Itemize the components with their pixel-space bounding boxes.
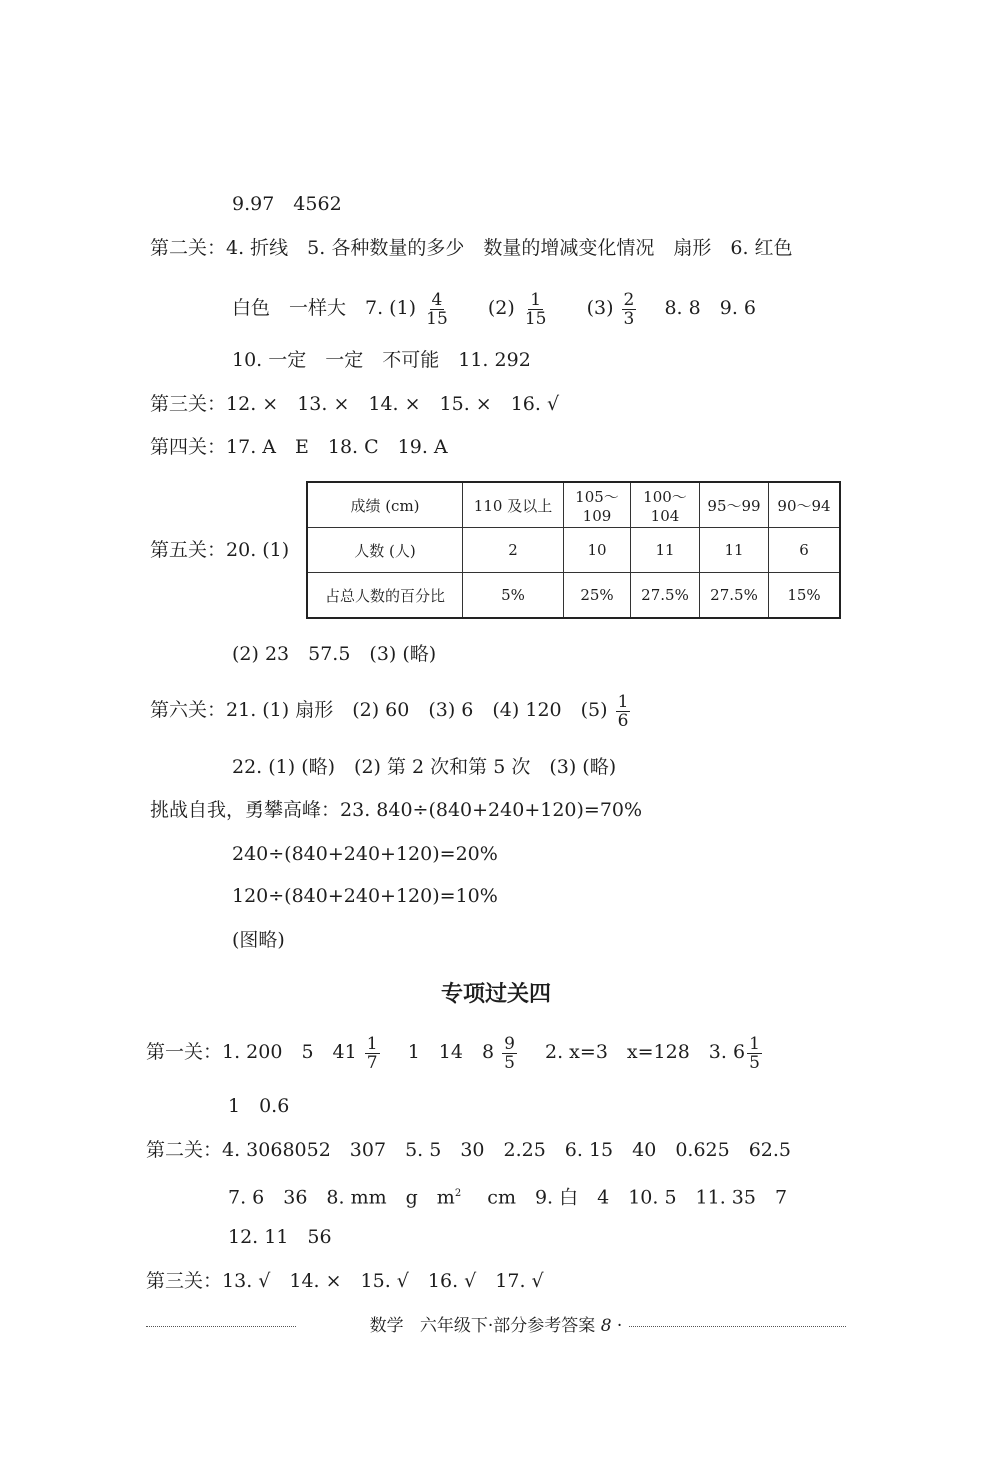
- superscript: 2: [454, 1188, 462, 1199]
- table-row: [307, 482, 840, 528]
- answer-line: [232, 884, 498, 908]
- answer-line: [150, 392, 559, 416]
- denominator: 5: [504, 1052, 515, 1073]
- table-cell: 90～94: [769, 482, 841, 528]
- answer-line: [228, 1094, 289, 1118]
- answer-text: (2) 23 57.5 (3) (略): [232, 643, 437, 665]
- table-cell: 110 及以上: [463, 482, 564, 528]
- level-label: 第二关：: [150, 237, 227, 259]
- table-cell: 15%: [769, 573, 841, 619]
- numerator: 4: [431, 289, 443, 310]
- level-label: 挑战自我，勇攀高峰：: [150, 799, 341, 821]
- answer-line: [150, 692, 632, 730]
- table-cell: 成绩 (cm): [307, 482, 463, 528]
- level-label: 第一关：: [146, 1041, 223, 1063]
- page-number: 8: [600, 1316, 612, 1336]
- fraction: [365, 1035, 380, 1072]
- numerator: 1: [749, 1033, 760, 1054]
- footer-subject: 数学: [369, 1316, 404, 1336]
- fraction: [622, 291, 637, 328]
- answer-text: 1 14 8: [407, 1041, 495, 1063]
- table-cell: 11: [700, 528, 769, 573]
- fraction: [747, 1035, 762, 1072]
- answer-text: 白色 一样大 7. (1): [232, 297, 417, 319]
- answer-line: [146, 1032, 764, 1072]
- footer-dot: ·: [616, 1316, 623, 1336]
- answer-line: [228, 1182, 787, 1209]
- level-label: 第三关：: [146, 1270, 223, 1292]
- table-cell: 27.5%: [631, 573, 700, 619]
- fraction: [616, 693, 631, 730]
- answer-line: [146, 1269, 544, 1293]
- answer-text: (图略): [232, 929, 285, 951]
- answer-line: [232, 755, 616, 779]
- table-cell: 11: [631, 528, 700, 573]
- answer-text: 240÷(840+240+120)=20%: [232, 843, 498, 865]
- page-footer: [146, 1314, 846, 1338]
- answer-line: [232, 348, 531, 372]
- table-cell: 5%: [463, 573, 564, 619]
- numerator: 1: [530, 289, 542, 310]
- answer-text: 7. 6 36 8. mm g m: [228, 1186, 455, 1209]
- denominator: 15: [426, 308, 448, 329]
- answer-text: 4. 折线 5. 各种数量的多少 数量的增减变化情况 扇形 6. 红色: [226, 237, 793, 259]
- denominator: 5: [749, 1052, 760, 1073]
- score-table: [306, 481, 841, 619]
- table-cell: 100～104: [631, 482, 700, 528]
- denominator: 3: [623, 308, 635, 329]
- numerator: 2: [623, 289, 635, 310]
- level-label: 第六关：: [150, 699, 227, 721]
- level-label: 第二关：: [146, 1139, 223, 1161]
- denominator: 7: [366, 1052, 378, 1073]
- table-cell: 25%: [564, 573, 631, 619]
- table-cell: 27.5%: [700, 573, 769, 619]
- numerator: 9: [504, 1033, 515, 1054]
- footer-grade: 六年级下·部分参考答案: [419, 1316, 596, 1336]
- answer-line: [150, 236, 793, 260]
- table-row: [307, 528, 840, 573]
- answer-line: [232, 290, 756, 328]
- denominator: 15: [524, 308, 547, 329]
- answer-text: 1 0.6: [228, 1095, 290, 1117]
- answer-text: (3): [586, 297, 614, 319]
- fraction: [424, 291, 450, 328]
- table-row: [307, 573, 840, 619]
- fraction: [502, 1035, 517, 1072]
- answer-text: 1. 200 5 41: [222, 1041, 357, 1063]
- answer-text: 21. (1) 扇形 (2) 60 (3) 6 (4) 120 (5): [226, 699, 608, 721]
- answer-line: [228, 1225, 332, 1249]
- answer-text: 4. 3068052 307 5. 5 30 2.25 6. 15 40 0.625 62.5: [222, 1139, 792, 1161]
- answer-text: 17. A E 18. C 19. A: [226, 436, 448, 458]
- answer-text: 22. (1) (略) (2) 第 2 次和第 5 次 (3) (略): [232, 756, 617, 778]
- table-cell: 95～99: [700, 482, 769, 528]
- answer-line: [150, 435, 448, 459]
- table-cell: 10: [564, 528, 631, 573]
- answer-line: [150, 538, 289, 562]
- answer-line: [232, 642, 436, 666]
- answer-text: 23. 840÷(840+240+120)=70%: [340, 799, 643, 821]
- answer-text: 10. 一定 一定 不可能 11. 292: [232, 349, 531, 371]
- answer-text: 120÷(840+240+120)=10%: [232, 885, 498, 907]
- answer-text: (2): [487, 297, 515, 319]
- table-cell: 6: [769, 528, 841, 573]
- answer-text: 8. 8 9. 6: [664, 297, 756, 319]
- answer-text: 12. × 13. × 14. × 15. × 16. √: [226, 393, 560, 415]
- answer-line: [232, 842, 498, 866]
- table-cell: 105～109: [564, 482, 631, 528]
- level-label: 第三关：: [150, 393, 227, 415]
- level-label: 第五关：: [150, 539, 227, 561]
- fraction: [523, 291, 549, 328]
- denominator: 6: [617, 710, 629, 731]
- level-label: 第四关：: [150, 436, 227, 458]
- answer-line: [146, 1138, 791, 1162]
- numerator: 1: [366, 1033, 378, 1054]
- footer-text: [146, 1314, 846, 1338]
- table-cell: 人数 (人): [307, 528, 463, 573]
- answer-text: 9.97 4562: [232, 193, 342, 215]
- answer-line: [150, 798, 642, 822]
- numerator: 1: [617, 691, 629, 712]
- section-title: 专项过关四: [440, 982, 551, 1007]
- answer-line: [232, 928, 285, 952]
- answer-text: 12. 11 56: [228, 1226, 332, 1248]
- table-cell: 占总人数的百分比: [307, 573, 463, 619]
- answer-line: [232, 192, 342, 216]
- answer-text: 2. x=3 x=128 3. 6: [545, 1041, 746, 1063]
- table-cell: 2: [463, 528, 564, 573]
- answer-text: 20. (1): [226, 539, 290, 561]
- answer-text: 13. √ 14. × 15. √ 16. √ 17. √: [222, 1270, 544, 1292]
- answer-text: cm 9. 白 4 10. 5 11. 35 7: [487, 1186, 788, 1209]
